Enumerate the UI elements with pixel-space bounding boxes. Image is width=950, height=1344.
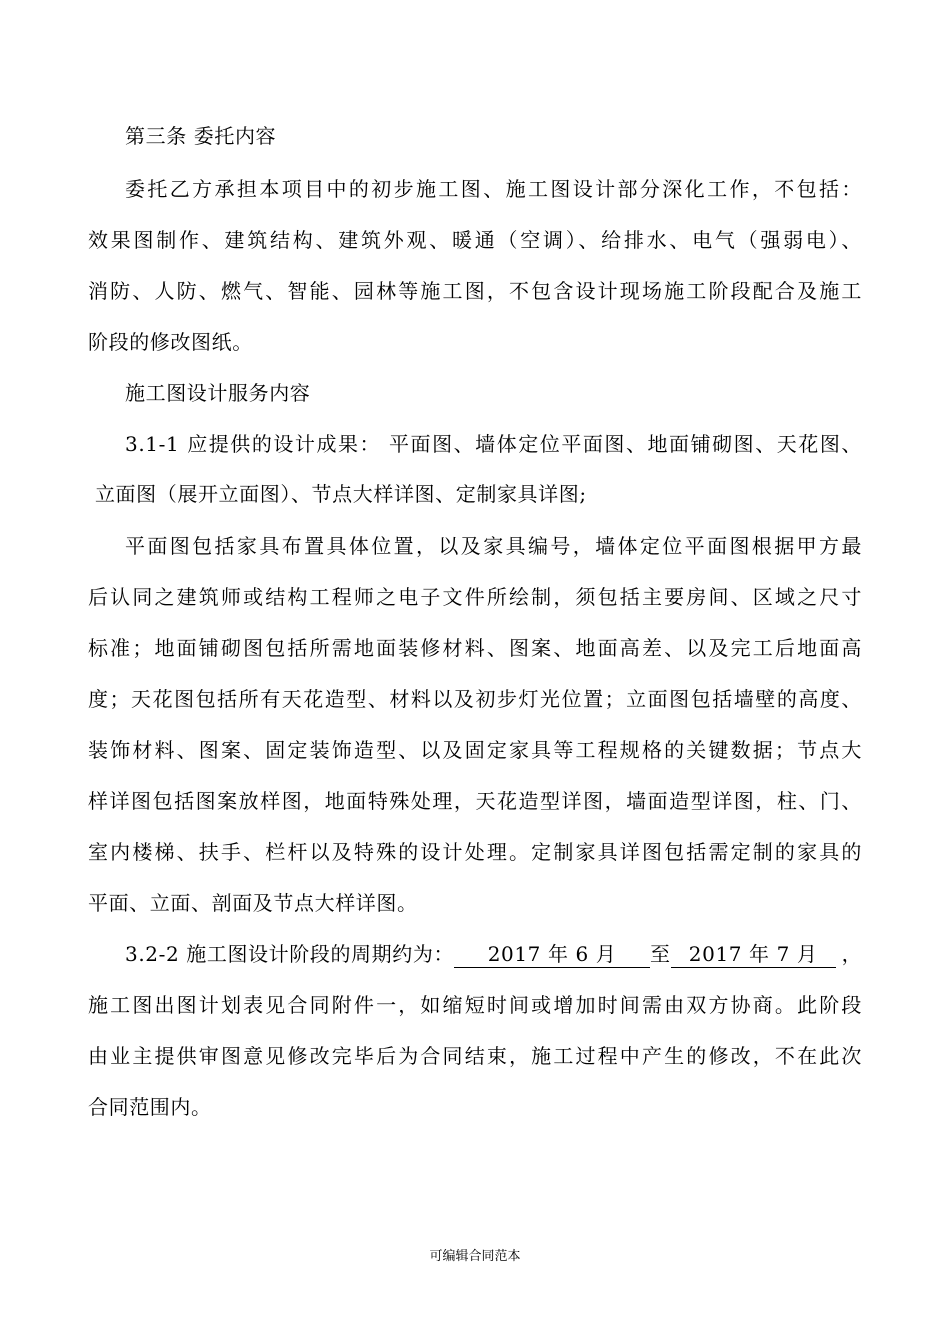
paragraph-line: 委托乙方承担本项目中的初步施工图、施工图设计部分深化工作，不包括： [125,177,862,201]
paragraph-line: 阶段的修改图纸。 [88,330,253,354]
schedule-prefix: 3.2-2 施工图设计阶段的周期约为： [125,942,455,966]
schedule-line [125,942,862,968]
paragraph-line: 立面图（展开立面图）、节点大样详图、定制家具详图; [88,482,587,506]
end-date-field: 2017 年 7 月 [671,943,836,968]
paragraph-line: 后认同之建筑师或结构工程师之电子文件所绘制，须包括主要房间、区域之尺寸 [88,585,862,609]
schedule-suffix: ， [841,942,863,966]
paragraph-line: 标准；地面铺砌图包括所需地面装修材料、图案、地面高差、以及完工后地面高 [88,636,862,660]
paragraph-line: 室内楼梯、扶手、栏杆以及特殊的设计处理。定制家具详图包括需定制的家具的 [88,840,862,864]
paragraph-line: 施工图出图计划表见合同附件一，如缩短时间或增加时间需由双方协商。此阶段 [88,993,862,1017]
paragraph-line: 度；天花图包括所有天花造型、材料以及初步灯光位置；立面图包括墙壁的高度、 [88,687,862,711]
page-footer: 可编辑合同范本 [429,1249,521,1264]
article-heading: 第三条 委托内容 [125,124,277,148]
start-date-field: 2017 年 6 月 [454,943,650,968]
paragraph-line: 合同范围内。 [88,1095,212,1119]
paragraph-line: 消防、人防、燃气、智能、园林等施工图，不包含设计现场施工阶段配合及施工 [88,279,862,303]
paragraph-line: 平面、立面、剖面及节点大样详图。 [88,891,418,915]
paragraph-line: 由业主提供审图意见修改完毕后为合同结束，施工过程中产生的修改，不在此次 [88,1044,862,1068]
paragraph-line: 效果图制作、建筑结构、建筑外观、暖通（空调）、给排水、电气（强弱电）、 [88,228,862,252]
paragraph-line: 3.1-1 应提供的设计成果： 平面图、墙体定位平面图、地面铺砌图、天花图、 [125,432,862,456]
section-title: 施工图设计服务内容 [125,381,311,405]
schedule-to: 至 [650,942,671,966]
paragraph-line: 装饰材料、图案、固定装饰造型、以及固定家具等工程规格的关键数据；节点大 [88,738,862,762]
paragraph-line: 样详图包括图案放样图，地面特殊处理，天花造型详图，墙面造型详图，柱、门、 [88,789,862,813]
paragraph-line: 平面图包括家具布置具体位置，以及家具编号，墙体定位平面图根据甲方最 [125,534,862,558]
